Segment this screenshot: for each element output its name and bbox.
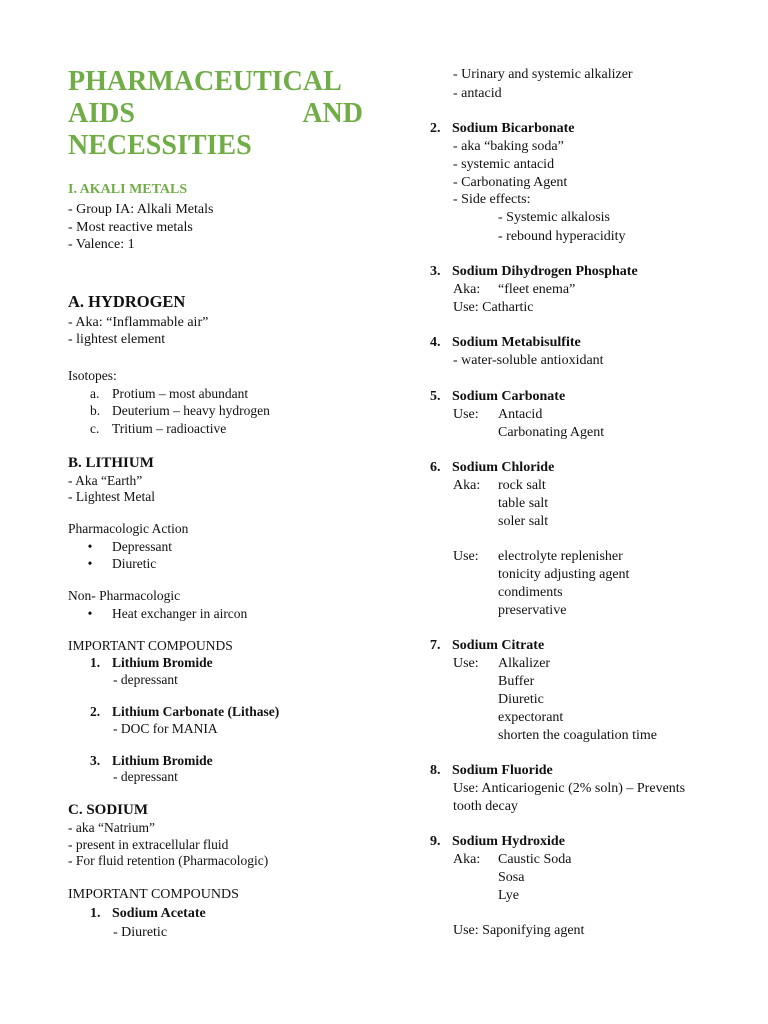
use-value: Carbonating Agent	[498, 425, 605, 440]
compound-item: 7. Sodium Citrate	[430, 638, 545, 653]
compound-subline: - Systemic alkalosis	[498, 210, 610, 225]
isotope-item: b. Deuterium – heavy hydrogen	[90, 403, 270, 418]
continued-line: - Urinary and systemic alkalizer	[453, 67, 633, 82]
use-line: Use: Anticariogenic (2% soln) – Prevents	[453, 781, 686, 796]
isotope-item: a. Protium – most abundant	[90, 386, 249, 401]
isotopes-label: Isotopes:	[68, 368, 117, 383]
compound-desc: - Diuretic	[113, 925, 168, 940]
heading-lithium: B. LITHIUM	[68, 455, 154, 471]
aka-line: Aka: Caustic Soda	[453, 852, 572, 867]
compound-item: 5. Sodium Carbonate	[430, 389, 566, 404]
alkali-line: - Most reactive metals	[68, 220, 193, 235]
bullet-icon: •	[87, 606, 93, 621]
compound-item: 4. Sodium Metabisulfite	[430, 335, 581, 350]
use-line: tooth decay	[453, 799, 518, 814]
compound-line: - aka “baking soda”	[453, 139, 564, 154]
document-title	[68, 66, 368, 162]
compound-line: - Carbonating Agent	[453, 175, 568, 190]
compound-subline: - rebound hyperacidity	[498, 229, 626, 244]
aka-value: soler salt	[498, 514, 549, 529]
compound-line: - water-soluble antioxidant	[453, 353, 604, 368]
bullet-icon: •	[87, 539, 93, 554]
hydrogen-line: - lightest element	[68, 332, 166, 347]
compound-item: 3. Lithium Bromide	[90, 753, 213, 768]
use-value: Buffer	[498, 674, 535, 689]
lithium-line: - Lightest Metal	[68, 489, 155, 504]
compound-desc: - depressant	[113, 672, 178, 687]
title-line-3: NECESSITIES	[68, 130, 252, 161]
aka-line: Aka: “fleet enema”	[453, 282, 576, 297]
bullet-item: • Depressant	[68, 538, 172, 556]
continued-line: - antacid	[453, 86, 502, 101]
title-word-and: AND	[302, 98, 363, 129]
use-line: Use: electrolyte replenisher	[453, 549, 623, 564]
bullet-item: • Diuretic	[68, 555, 156, 573]
alkali-line: - Valence: 1	[68, 237, 135, 252]
compound-desc: - DOC for MANIA	[113, 721, 218, 736]
use-value: tonicity adjusting agent	[498, 567, 630, 582]
title-word-aids: AIDS	[68, 98, 135, 129]
use-value: shorten the coagulation time	[498, 728, 658, 743]
section-heading-alkali: I. AKALI METALS	[68, 182, 188, 197]
alkali-line: - Group IA: Alkali Metals	[68, 202, 214, 217]
use-line: Use: Cathartic	[453, 300, 534, 315]
use-value: Diuretic	[498, 692, 544, 707]
hydrogen-line: - Aka: “Inflammable air”	[68, 315, 209, 330]
compound-line: - systemic antacid	[453, 157, 555, 172]
aka-line: Aka: rock salt	[453, 478, 546, 493]
compound-item: 1. Sodium Acetate	[90, 906, 206, 921]
compound-item: 2. Sodium Bicarbonate	[430, 121, 575, 136]
compound-item: 6. Sodium Chloride	[430, 460, 555, 475]
title-line-1: PHARMACEUTICAL	[68, 66, 342, 97]
title-line-2	[68, 98, 363, 130]
heading-sodium: C. SODIUM	[68, 802, 149, 818]
use-value: preservative	[498, 603, 567, 618]
aka-value: Lye	[498, 888, 519, 903]
use-line: Use: Alkalizer	[453, 656, 551, 671]
compound-desc: - depressant	[113, 769, 178, 784]
isotope-item: c. Tritium – radioactive	[90, 421, 227, 436]
heading-hydrogen: A. HYDROGEN	[68, 292, 186, 311]
bullet-icon: •	[87, 556, 93, 571]
compounds-label: IMPORTANT COMPOUNDS	[68, 887, 239, 902]
compounds-label: IMPORTANT COMPOUNDS	[68, 638, 233, 653]
non-pharmacologic-label: Non- Pharmacologic	[68, 588, 181, 603]
sodium-line: - present in extracellular fluid	[68, 837, 229, 852]
compound-line: - Side effects:	[453, 192, 531, 207]
sodium-line: - aka “Natrium”	[68, 820, 155, 835]
sodium-line: - For fluid retention (Pharmacologic)	[68, 853, 269, 868]
compound-item: 9. Sodium Hydroxide	[430, 834, 565, 849]
use-value: expectorant	[498, 710, 564, 725]
use-line: Use: Antacid	[453, 407, 543, 422]
bullet-item: • Heat exchanger in aircon	[68, 605, 247, 623]
lithium-line: - Aka “Earth”	[68, 473, 143, 488]
aka-value: Sosa	[498, 870, 525, 885]
compound-item: 3. Sodium Dihydrogen Phosphate	[430, 264, 638, 279]
aka-value: table salt	[498, 496, 549, 511]
compound-item: 1. Lithium Bromide	[90, 655, 213, 670]
use-value: condiments	[498, 585, 563, 600]
compound-item: 2. Lithium Carbonate (Lithase)	[90, 704, 280, 719]
compound-item: 8. Sodium Fluoride	[430, 763, 553, 778]
pharmacologic-label: Pharmacologic Action	[68, 521, 189, 536]
use-line: Use: Saponifying agent	[453, 923, 585, 938]
